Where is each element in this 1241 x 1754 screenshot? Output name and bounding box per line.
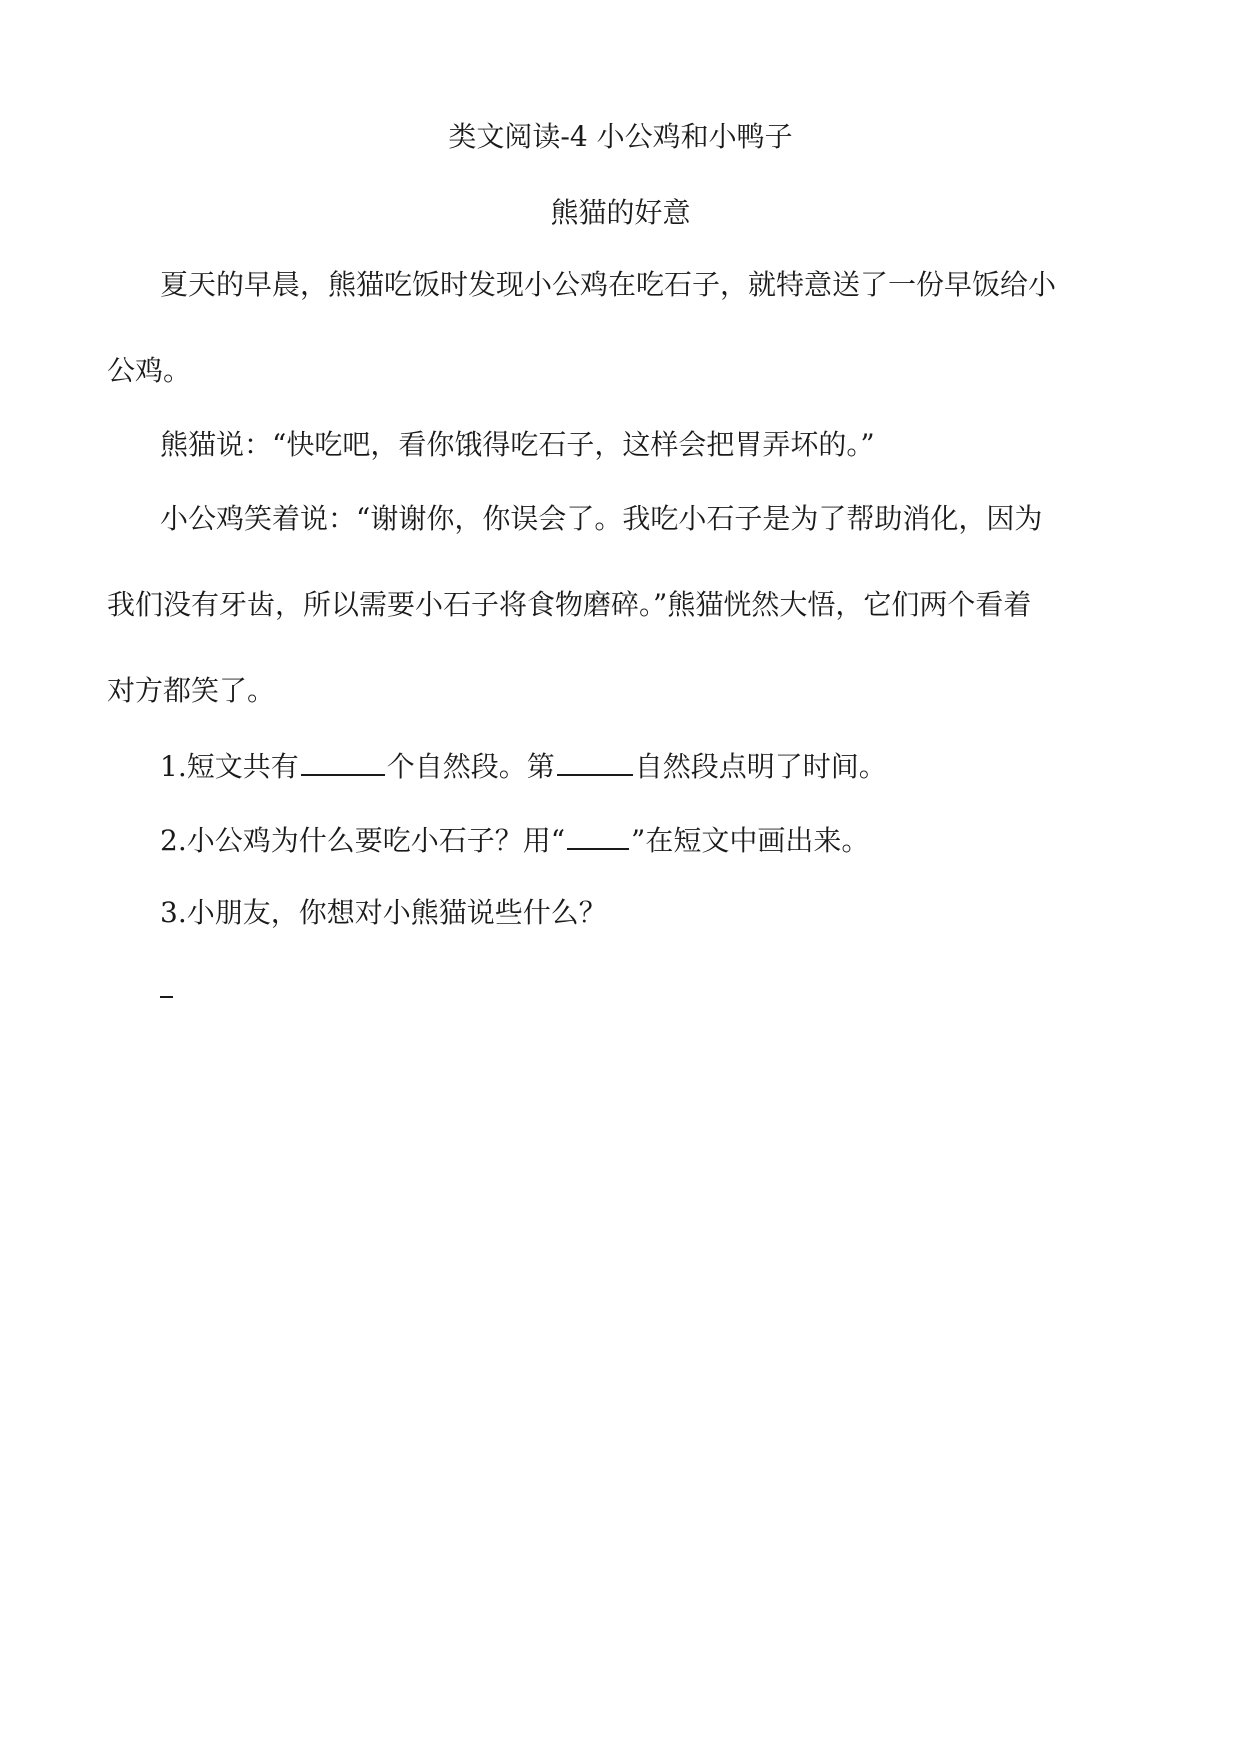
question-3-answer-line[interactable]: [160, 996, 173, 998]
question-1-blank-paragraph-count[interactable]: [301, 748, 385, 776]
paragraph-3-line-1: 小公鸡笑着说：“谢谢你，你误会了。我吃小石子是为了帮助消化，因为: [160, 502, 1043, 535]
question-1: [160, 748, 887, 784]
question-2-underline-sample: [567, 822, 629, 850]
question-2: [160, 822, 869, 858]
paragraph-3-line-3: 对方都笑了。: [107, 674, 276, 707]
question-1-blank-paragraph-number[interactable]: [557, 748, 633, 776]
paragraph-1-line-1: 夏天的早晨，熊猫吃饭时发现小公鸡在吃石子，就特意送了一份早饭给小: [160, 268, 1057, 301]
paragraph-1-line-2: 公鸡。: [107, 354, 192, 387]
question-3: 3.小朋友，你想对小熊猫说些什么？: [160, 896, 607, 929]
question-1-text-middle: 个自然段。第: [386, 750, 555, 783]
worksheet-heading: 类文阅读-4 小公鸡和小鸭子: [448, 120, 793, 153]
story-title: 熊猫的好意: [550, 196, 691, 229]
paragraph-3-line-2: 我们没有牙齿，所以需要小石子将食物磨碎。”熊猫恍然大悟，它们两个看着: [107, 588, 1032, 621]
question-1-text-end: 自然段点明了时间。: [634, 750, 887, 783]
question-2-text-end: ”在短文中画出来。: [631, 824, 870, 857]
question-2-text-start: 2.小公鸡为什么要吃小石子？用“: [160, 824, 566, 857]
paragraph-2: 熊猫说：“快吃吧，看你饿得吃石子，这样会把胃弄坏的。”: [160, 428, 875, 461]
question-1-text-start: 1.短文共有: [160, 750, 299, 783]
